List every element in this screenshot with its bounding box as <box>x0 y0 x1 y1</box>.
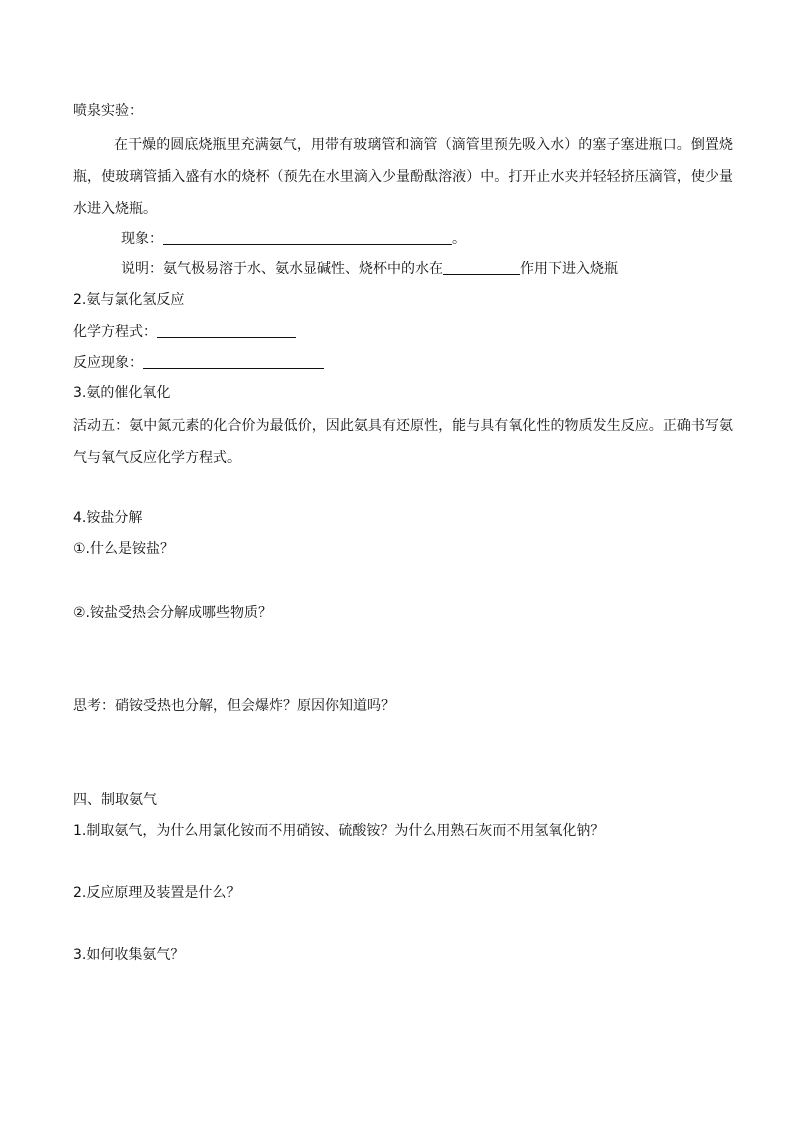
explain-blank[interactable] <box>443 260 520 275</box>
question-what-is-ammonium-salt: ①.什么是铵盐？ <box>73 541 175 557</box>
section2-title: 2.氨与氯化氢反应 <box>73 292 185 308</box>
section3-title: 3.氨的催化氧化 <box>73 385 171 401</box>
part4-question-3: 3.如何收集氨气？ <box>73 947 185 963</box>
equation-blank[interactable] <box>157 323 296 338</box>
fountain-heading: 喷泉实验： <box>73 103 143 119</box>
equation-label: 化学方程式： <box>73 324 157 340</box>
phenomenon-label: 现象： <box>121 231 163 247</box>
reaction-phenomenon-blank[interactable] <box>143 354 324 369</box>
phenomenon-line <box>121 229 466 249</box>
part4-question-2: 2.反应原理及装置是什么？ <box>73 885 241 901</box>
reaction-phenomenon-line <box>73 353 324 373</box>
part4-question-1: 1.制取氨气，为什么用氯化铵而不用硝铵、硫酸铵？为什么用熟石灰而不用氢氧化钠？ <box>73 823 605 839</box>
think-question: 思考：硝铵受热也分解，但会爆炸？原因你知道吗？ <box>73 698 395 714</box>
phenomenon-end: 。 <box>452 231 466 247</box>
phenomenon-blank[interactable] <box>163 230 452 245</box>
section4-title: 4.铵盐分解 <box>73 510 143 526</box>
explain-end: 作用下进入烧瓶 <box>520 261 618 277</box>
question-decomposition-products: ②.铵盐受热会分解成哪些物质？ <box>73 605 273 621</box>
equation-line <box>73 322 296 342</box>
reaction-phenomenon-label: 反应现象： <box>73 355 143 371</box>
fountain-paragraph: 在干燥的圆底烧瓶里充满氨气，用带有玻璃管和滴管（滴管里预先吸入水）的塞子塞进瓶口。倒置烧瓶，使玻璃管插入盛有水的烧杯（预先在水里滴入少量酚酞溶液）中。打开止水夹并轻轻挤压滴管，使少量水进入烧瓶。 <box>73 137 733 217</box>
part4-title: 四、制取氨气 <box>73 792 157 808</box>
explain-line <box>121 259 618 279</box>
explain-text: 说明：氨气极易溶于水、氨水显碱性、烧杯中的水在 <box>121 261 443 277</box>
activity-five: 活动五：氨中氮元素的化合价为最低价，因此氨具有还原性，能与具有氧化性的物质发生反应。正确书写氨气与氧气反应化学方程式。 <box>73 418 733 466</box>
